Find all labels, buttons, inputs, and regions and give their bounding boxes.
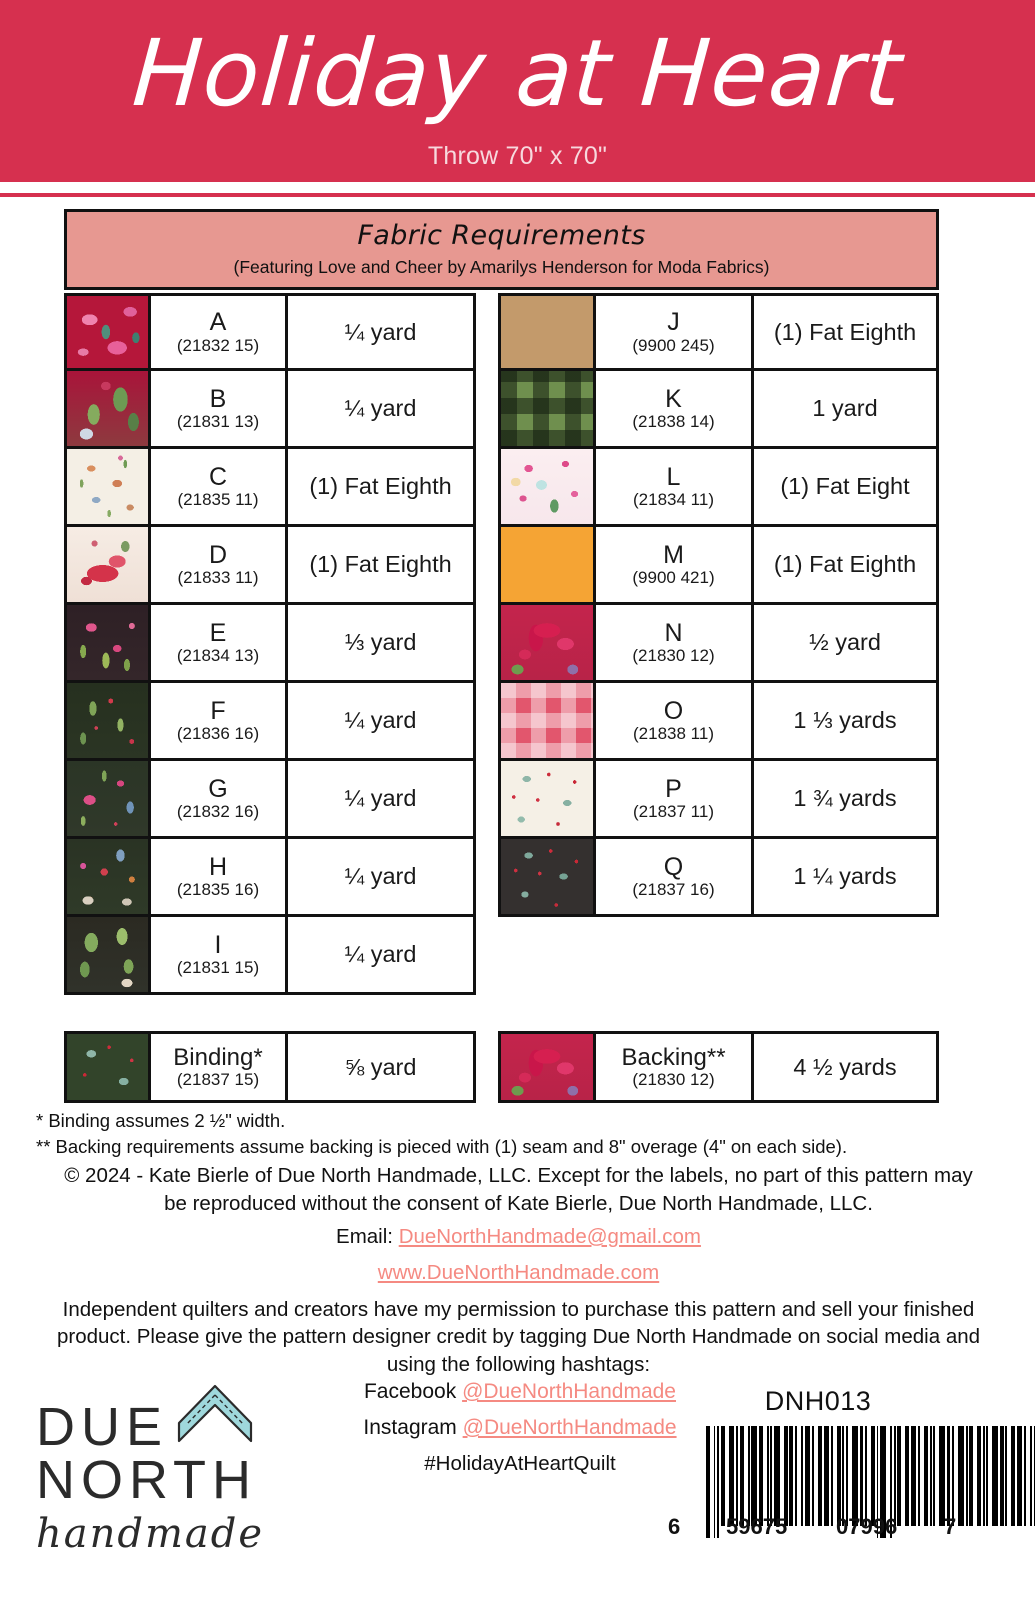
fabric-sku: (21838 14) [632,412,715,432]
logo-script-handmade: handmade [36,1510,265,1557]
fabric-id-cell [151,683,288,758]
fabric-sku: (21831 13) [176,412,260,432]
fabric-amount: ¼ yard [288,683,473,758]
fabric-id-cell [151,527,288,602]
fabric-amount: (1) Fat Eighth [754,296,936,368]
email-link[interactable]: DueNorthHandmade@gmail.com [398,1225,701,1248]
barcode-group-1: 59675 [726,1514,788,1539]
permission-statement [36,1296,1001,1378]
backing-row [498,1031,939,1103]
fabric-amount: 1 ¼ yards [754,839,936,914]
fabric-swatch-f [67,683,151,758]
fabric-sku: (21832 16) [176,802,260,822]
fabric-letter: L [666,462,681,491]
hashtag: #HolidayAtHeartQuilt [424,1452,616,1475]
fabric-sku: (21830 12) [632,646,715,666]
fabric-id-cell [151,296,288,368]
fabric-id-cell [596,527,754,602]
copyright-line-2: be reproduced without the consent of Kate Bierle, Due North Handmade, LLC. [164,1191,873,1215]
fabric-sku: (9900 421) [632,568,715,588]
copyright-notice [36,1162,1001,1218]
fabric-letter: F [210,696,226,725]
fabric-letter: G [208,774,228,803]
fabric-sku: (21838 11) [633,724,714,744]
barcode-group-2: 07996 [836,1514,898,1539]
backing-amount: 4 ½ yards [754,1034,936,1100]
fabric-id-cell [151,449,288,524]
fabric-sku: (21837 16) [632,880,715,900]
fabric-sku: (21836 16) [176,724,260,744]
binding-row [64,1031,476,1103]
fabric-row [64,683,476,761]
fabric-letter: P [665,774,682,803]
fabric-letter: J [667,308,680,337]
copyright-line-1: © 2024 - Kate Bierle of Due North Handmade, LLC. Except for the labels, no part of this pattern may [64,1164,973,1187]
fabric-id-cell [596,683,754,758]
fabric-id-cell [596,296,754,368]
fabric-letter: K [665,384,682,413]
backing-sku: (21830 12) [632,1070,715,1090]
fabric-amount: (1) Fat Eighth [288,449,473,524]
fabric-row [498,839,939,917]
fabric-swatch-e [67,605,151,680]
logo-line-north: NORTH [36,1450,258,1510]
fabric-row [64,839,476,917]
fabric-row [64,917,476,995]
facebook-label: Facebook [363,1380,457,1403]
fabric-requirements-table [64,209,939,995]
product-code: DNH013 [764,1386,872,1416]
fabric-swatch-g [67,761,151,836]
fabric-swatch-o [501,683,596,758]
fabric-letter: C [208,462,228,491]
fabric-id-cell [151,917,288,992]
fabric-letter: H [208,852,228,881]
binding-swatch [67,1034,151,1100]
fabric-letter: O [663,696,684,725]
fabric-letter: Q [663,852,684,881]
facebook-handle[interactable]: @DueNorthHandmade [462,1380,676,1403]
fabric-column-left [64,293,476,995]
fabric-swatch-h [67,839,151,914]
fabric-sku: (21835 11) [177,490,259,510]
barcode-left-digit: 6 [668,1514,681,1539]
fabric-amount: (1) Fat Eighth [288,527,473,602]
fabric-swatch-i [67,917,151,992]
binding-label-cell [151,1034,288,1100]
fabric-swatch-b [67,371,151,446]
email-line [36,1225,1001,1249]
fabric-row [498,527,939,605]
permission-line-3: using the following hashtags: [386,1352,651,1376]
social-links [330,1380,710,1476]
fabric-row [64,527,476,605]
fabric-amount: 1 yard [754,371,936,446]
page-title: Holiday at Heart [129,20,906,127]
footnote-backing: ** Backing requirements assume backing is pieced with (1) seam and 8" overage (4" on each side). [36,1136,848,1158]
due-north-handmade-logo [36,1383,306,1557]
fabric-sku: (21833 11) [177,568,259,588]
fabric-id-cell [596,605,754,680]
fabric-letter: M [663,540,684,569]
fabric-id-cell [151,605,288,680]
fabric-row [64,761,476,839]
fabric-sku: (21832 15) [176,335,260,355]
upc-barcode [668,1426,968,1538]
fabric-letter: E [209,618,227,647]
fabric-sku: (9900 245) [632,335,715,355]
fabric-id-cell [151,761,288,836]
fabric-amount: ½ yard [754,605,936,680]
fabric-id-cell [151,371,288,446]
permission-line-2: product. Please give the pattern designer credit by tagging Due North Handmade on social media and [56,1325,981,1349]
fabric-amount: (1) Fat Eight [754,449,936,524]
fabric-swatch-m [501,527,596,602]
header-accent-stripe [0,193,1035,197]
fabric-id-cell [596,839,754,914]
permission-line-1: Independent quilters and creators have my permission to purchase this pattern and sell your finished [62,1298,975,1321]
fabric-letter: A [209,308,227,337]
binding-label: Binding* [173,1043,263,1071]
fabric-swatch-c [67,449,151,524]
fabric-swatch-a [67,296,151,368]
fabric-row [498,605,939,683]
fabric-sku: (21837 11) [633,802,714,822]
table-header [64,209,939,290]
fabric-amount: ¼ yard [288,761,473,836]
fabric-sku: (21834 13) [176,646,260,666]
fabric-row [498,449,939,527]
fabric-amount: ⅓ yard [288,605,473,680]
fabric-swatch-n [501,605,596,680]
table-subtitle: (Featuring Love and Cheer by Amarilys Henderson for Moda Fabrics) [233,257,770,278]
fabric-id-cell [596,371,754,446]
chevron-icon [176,1383,254,1450]
binding-backing-section [64,1031,939,1103]
logo-line-due: DUE [36,1397,169,1458]
instagram-handle[interactable]: @DueNorthHandmade [462,1416,677,1439]
fabric-id-cell [596,449,754,524]
fabric-amount: 1 ⅓ yards [754,683,936,758]
website-line [36,1261,1001,1285]
fabric-swatch-l [501,449,596,524]
fabric-swatch-j [501,296,596,368]
barcode-section [668,1386,968,1538]
fabric-letter: B [209,384,227,413]
fabric-row [64,371,476,449]
backing-swatch [501,1034,596,1100]
fabric-row [498,293,939,371]
fabric-amount: 1 ¾ yards [754,761,936,836]
fabric-sku: (21831 15) [176,958,260,978]
fabric-sku: (21835 16) [176,880,260,900]
footnotes [36,1108,1001,1161]
footnote-binding: * Binding assumes 2 ½" width. [36,1110,286,1131]
fabric-sku: (21834 11) [633,490,714,510]
binding-sku: (21837 15) [176,1070,260,1090]
fabric-swatch-q [501,839,596,914]
fabric-amount: ¼ yard [288,917,473,992]
instagram-label: Instagram [363,1416,457,1439]
fabric-column-right [498,293,939,995]
page-subtitle: Throw 70" x 70" [427,142,608,170]
email-label: Email: [336,1225,393,1248]
fabric-id-cell [596,761,754,836]
fabric-letter: N [664,618,683,647]
fabric-amount: ¼ yard [288,839,473,914]
fabric-amount: (1) Fat Eighth [754,527,936,602]
fabric-id-cell [151,839,288,914]
fabric-amount: ¼ yard [288,371,473,446]
fabric-swatch-p [501,761,596,836]
fabric-row [64,605,476,683]
fabric-row [498,683,939,761]
table-title: Fabric Requirements [357,220,646,251]
instagram-line [330,1416,710,1440]
website-link[interactable]: www.DueNorthHandmade.com [377,1261,660,1284]
fabric-row [64,449,476,527]
fabric-letter: I [214,930,222,959]
backing-label: Backing** [621,1043,726,1071]
facebook-line [330,1380,710,1404]
fabric-row [498,761,939,839]
fabric-amount: ¼ yard [288,296,473,368]
fabric-swatch-d [67,527,151,602]
backing-label-cell [596,1034,754,1100]
binding-amount: ⅝ yard [288,1034,473,1100]
fabric-row [498,371,939,449]
barcode-right-digit: 7 [944,1514,957,1539]
fabric-row [64,293,476,371]
fabric-swatch-k [501,371,596,446]
fabric-letter: D [208,540,228,569]
